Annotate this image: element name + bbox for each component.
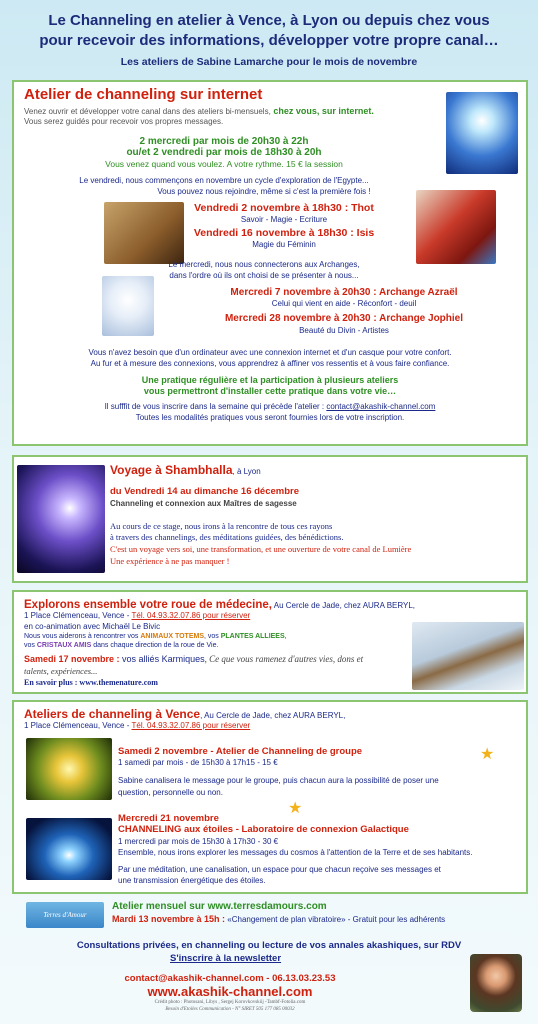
medicine-location: Au Cercle de Jade, chez AURA BERYL, (271, 601, 416, 610)
vence-location: , Au Cercle de Jade, chez AURA BERYL, (200, 711, 346, 720)
shambhalla-title-line (110, 461, 261, 479)
header-title-line2: pour recevoir des informations, développer votre propre canal… (39, 32, 499, 49)
friday-intro1: Le vendredi, nous commençons en novembre un cycle d'exploration de l'Egypte... (79, 176, 369, 185)
medicine-help2: vos CRISTAUX AMIS dans chaque direction de la roue de Vie. (24, 642, 219, 649)
requirements-line2: Au fur et à mesure des connexions, vous apprendrez à affiner vos ressentis et à vous faire confiance. (90, 359, 450, 368)
internet-schedule3: Vous venez quand vous voulez. A votre rythme. 15 € la session (105, 159, 343, 169)
medicine-address: 1 Place Clémenceau, Vence - Tél. 04.93.32.07.86 pour réserver (24, 611, 251, 620)
session1-title: Samedi 2 novembre - Atelier de Channeling de groupe (118, 746, 363, 757)
medicine-date-line: Samedi 17 novembre : vos alliés Karmiques, Ce que vous ramenez d'autres vies, dons et (24, 654, 364, 664)
white-angel-image (102, 276, 154, 336)
isis-red-artwork-image (416, 190, 496, 264)
vence-address: 1 Place Clémenceau, Vence - Tél. 04.93.32.07.86 pour réserver (24, 721, 251, 730)
session1-desc2: question, personnelle ou non. (118, 788, 223, 797)
friday-intro2: Vous pouvez nous rejoindre, même si c'est la première fois ! (157, 187, 371, 196)
internet-schedule1: 2 mercredi par mois de 20h30 à 22h (139, 136, 309, 147)
internet-intro1: Venez ouvrir et développer votre canal dans des ateliers bi-mensuels, chez vous, sur internet. (24, 106, 374, 116)
credits-line2: Besoin d'Etoiles Communication - N° SIRET 505 177 085 00032 (165, 1007, 295, 1012)
monthly-date-line: Mardi 13 novembre à 15h : «Changement de plan vibratoire» - Gratuit pour les adhérents (112, 914, 446, 924)
header-subtitle: Les ateliers de Sabine Lamarche pour le mois de novembre (120, 56, 418, 68)
session2-desc3: une transmission énergétique des étoiles. (118, 876, 266, 885)
star-icon: ★ (480, 746, 495, 763)
shambhalla-title: Voyage à Shambhalla (110, 463, 233, 477)
shambhalla-p2: à travers des channelings, des méditations guidées, des bénédictions. (110, 532, 344, 542)
medicine-more-link[interactable]: En savoir plus : www.themenature.com (24, 678, 158, 687)
internet-intro2: Vous serez guidés pour recevoir vos propres messages. (24, 117, 224, 126)
medicine-wheel-panel (12, 590, 528, 694)
wednesday-intro2: dans l'ordre où ils ont choisi de se présenter à nous... (169, 271, 359, 280)
session2-title1: Mercredi 21 novembre (118, 813, 219, 824)
friday2-subtitle: Magie du Féminin (252, 240, 316, 249)
site-link[interactable]: www.akashik-channel.com (147, 984, 313, 999)
consultations-text: Consultations privées, en channeling ou lecture de vos annales akashiques, sur RDV (76, 940, 462, 951)
shambhalla-p4: Une expérience à ne pas manquer ! (110, 556, 230, 566)
wednesday-intro1: Le mercredi, nous nous connecterons aux Archanges, (168, 260, 360, 269)
registration-line2: Toutes les modalités pratiques vous seront fournies lors de votre inscription. (135, 413, 405, 422)
medicine-title: Explorons ensemble votre roue de médecine, (24, 599, 272, 611)
vence-phone-link[interactable]: Tél. 04.93.32.07.86 pour réserver (131, 721, 251, 730)
shambhalla-p3: C'est un voyage vers soi, une transformation, et une ouverture de votre canal de Lumière (110, 544, 412, 554)
internet-workshop-panel (12, 80, 528, 446)
session2-schedule: 1 mercredi par mois de 15h30 à 17h30 - 30 € (118, 837, 279, 846)
session2-title2: CHANNELING aux étoiles - Laboratoire de connexion Galactique (118, 824, 409, 835)
wednesday1-title: Mercredi 7 novembre à 20h30 : Archange Azraël (230, 287, 458, 298)
golden-light-image (26, 738, 112, 800)
friday1-title: Vendredi 2 novembre à 18h30 : Thot (194, 202, 374, 214)
eagle-image (412, 622, 524, 690)
vence-panel (12, 700, 528, 894)
contact-line[interactable]: contact@akashik-channel.com - 06.13.03.23.53 (124, 973, 336, 984)
session2-desc1: Ensemble, nous irons explorer les messages du cosmos à l'attention de la Terre et de ses habitants. (118, 848, 473, 857)
vence-title: Ateliers de channeling à Vence (24, 707, 201, 721)
shambhalla-subtitle: Channeling et connexion aux Maîtres de sagesse (110, 499, 297, 508)
medicine-phone-link[interactable]: Tél. 04.93.32.07.86 pour réserver (131, 611, 251, 620)
registration-line1: Il sufffit de vous inscrire dans la semaine qui précède l'atelier : contact@akashik-channel.com (104, 402, 436, 411)
shambhalla-panel (12, 455, 528, 583)
medicine-help1: Nous vous aiderons à rencontrer vos ANIMAUX TOTEMS, vos PLANTES ALLIEES, (24, 633, 287, 640)
contact-email-link[interactable]: contact@akashik-channel.com (326, 402, 436, 411)
internet-title: Atelier de channeling sur internet (24, 86, 263, 103)
galaxy-image (26, 818, 112, 880)
session1-desc1: Sabine canalisera le message pour le groupe, puis chacun aura la possibilité de poser une (118, 776, 439, 785)
star-icon-2: ★ (288, 800, 303, 817)
shambhalla-location: , à Lyon (232, 467, 261, 476)
wednesday1-subtitle: Celui qui vient en aide - Réconfort - deuil (271, 299, 417, 308)
shambhalla-dates: du Vendredi 14 au dimanche 16 décembre (110, 486, 300, 497)
internet-schedule2: ou/et 2 vendredi par mois de 18h30 à 20h (126, 147, 322, 158)
sabine-portrait-image (470, 954, 522, 1012)
header-title-line1: Le Channeling en atelier à Vence, à Lyon ou depuis chez vous (48, 12, 490, 29)
credits-line1: Crédit photo : Photosani, Libys , Sergej Korovkovskiij -Tambf-Fotolia.com (154, 1000, 306, 1005)
wednesday2-title: Mercredi 28 novembre à 20h30 : Archange Jophiel (224, 313, 464, 324)
medicine-coanimation: en co-animation avec Michaël Le Bivic (24, 622, 161, 631)
logo-text: Terres d'Amour (43, 911, 87, 919)
shambhalla-p1: Au cours de ce stage, nous irons à la rencontre de tous ces rayons (110, 521, 333, 531)
newsletter-link[interactable]: S'inscrire à la newsletter (170, 953, 282, 964)
angel-stairs-image (446, 92, 518, 174)
medicine-date-line2: talents, expériences... (24, 666, 98, 676)
practice-line2: vous permettront d'installer cette pratique dans votre vie… (143, 386, 397, 396)
friday1-subtitle: Savoir - Magie - Ecriture (240, 215, 328, 224)
friday2-title: Vendredi 16 novembre à 18h30 : Isis (193, 227, 375, 239)
cosmic-path-image (17, 465, 105, 573)
monthly-title: Atelier mensuel sur www.terresdamours.com (112, 901, 327, 912)
terres-damour-logo[interactable] (26, 902, 104, 928)
wednesday2-subtitle: Beauté du Divin - Artistes (299, 326, 389, 335)
practice-line1: Une pratique régulière et la participation à plusieurs ateliers (141, 375, 399, 385)
session2-desc2: Par une méditation, une canalisation, un espace pour que chacun reçoive ses messages et (118, 865, 441, 874)
session1-schedule: 1 samedi par mois - de 15h30 à 17h15 - 15 € (118, 758, 278, 767)
requirements-line1: Vous n'avez besoin que d'un ordinateur avec une connexion internet et d'un casque pour votre confort. (88, 348, 452, 357)
